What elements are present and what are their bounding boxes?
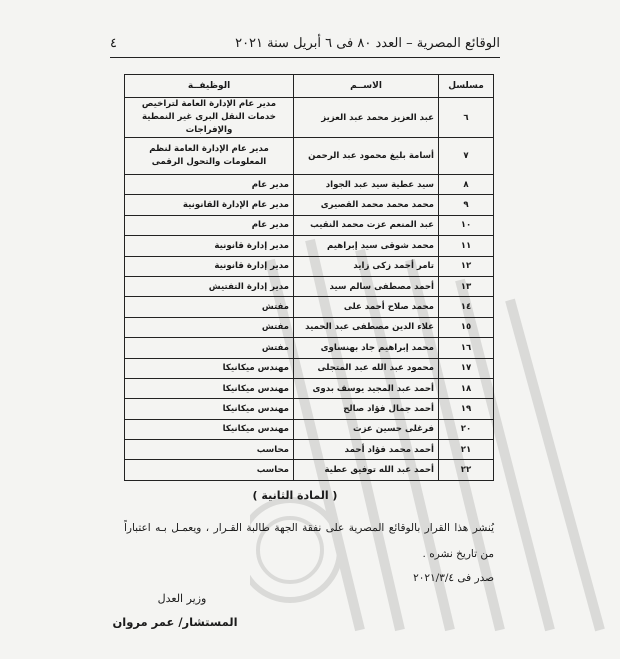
table-row [125, 460, 494, 480]
table-row [125, 138, 494, 175]
cell-job: مدير عام الإدارة القانونية [125, 195, 294, 215]
cell-job: مهندس ميكانيكا [125, 358, 294, 378]
cell-job: مدير إدارة قانونية [125, 236, 294, 256]
cell-serial: ١٤ [439, 297, 494, 317]
issued-date: صدر فى ٢٠٢١/٣/٤ [413, 572, 494, 584]
cell-job: مهندس ميكانيكا [125, 419, 294, 439]
cell-serial: ١٦ [439, 338, 494, 358]
cell-name: أحمد عبد المجيد يوسف بدوى [294, 378, 439, 398]
cell-serial: ١٩ [439, 399, 494, 419]
cell-job: مدير عام [125, 215, 294, 235]
cell-serial: ٩ [439, 195, 494, 215]
cell-serial: ١٣ [439, 276, 494, 296]
table-row [125, 440, 494, 460]
cell-name: محمد صلاح أحمد على [294, 297, 439, 317]
cell-name: أسامة بليغ محمود عبد الرحمن [294, 138, 439, 175]
cell-name: عبد العزيز محمد عبد العزيز [294, 98, 439, 138]
table-row [125, 399, 494, 419]
article-text: يُنشر هذا القرار بالوقائع المصرية على نفقة الجهة طالبة القـرار ، ويعمـل بـه اعتباراً من تاريخ نشره . [124, 522, 494, 560]
header-serial: مسلسل [439, 75, 494, 98]
cell-name: أحمد عبد الله توفيق عطية [294, 460, 439, 480]
cell-job: مدير عام الإدارة العامة لتراخيص خدمات النقل البرى غير النمطية والإفراجات [141, 99, 277, 135]
table-row [125, 276, 494, 296]
cell-job: محاسب [125, 460, 294, 480]
cell-name: أحمد محمد فؤاد أحمد [294, 440, 439, 460]
table-header-row [125, 75, 494, 98]
cell-serial: ١٢ [439, 256, 494, 276]
minister-signature: المستشار/ عمر مروان [112, 615, 238, 629]
cell-name: سيد عطية سيد عبد الجواد [294, 175, 439, 195]
minister-title: وزير العدل [157, 592, 207, 605]
page-number: ٤ [110, 35, 117, 51]
cell-serial: ٢٠ [439, 419, 494, 439]
page-header [110, 32, 500, 54]
table-row [125, 338, 494, 358]
cell-name: محمد إبراهيم جاد بهنساوى [294, 338, 439, 358]
cell-serial: ١٠ [439, 215, 494, 235]
header-title: الوقائع المصرية – العدد ٨٠ فى ٦ أبريل سنة ٢٠٢١ [235, 35, 500, 51]
table-row [125, 378, 494, 398]
table-row [125, 419, 494, 439]
cell-job: مهندس ميكانيكا [125, 399, 294, 419]
cell-job: مفتش [125, 317, 294, 337]
cell-serial: ٢٢ [439, 460, 494, 480]
cell-serial: ١١ [439, 236, 494, 256]
cell-name: تامر أحمد زكى زايد [294, 256, 439, 276]
cell-serial: ٢١ [439, 440, 494, 460]
table-row [125, 317, 494, 337]
cell-serial: ٦ [439, 98, 494, 138]
header-divider [110, 57, 500, 58]
cell-name: محمد شوقى سيد إبراهيم [294, 236, 439, 256]
cell-job: مهندس ميكانيكا [125, 378, 294, 398]
cell-name: محمد محمد محمد القصيرى [294, 195, 439, 215]
table-row [125, 215, 494, 235]
cell-job: مفتش [125, 338, 294, 358]
cell-name: علاء الدين مصطفى عبد الحميد [294, 317, 439, 337]
table-row [125, 98, 494, 138]
cell-name: أحمد مصطفى سالم سيد [294, 276, 439, 296]
cell-job: مدير إدارة قانونية [125, 256, 294, 276]
cell-serial: ١٥ [439, 317, 494, 337]
cell-job: مدير إدارة التفتيش [125, 276, 294, 296]
cell-job: محاسب [125, 440, 294, 460]
cell-serial: ٨ [439, 175, 494, 195]
cell-name: أحمد جمال فؤاد صالح [294, 399, 439, 419]
cell-serial: ٧ [439, 138, 494, 175]
cell-name: عبد المنعم عزت محمد النقيب [294, 215, 439, 235]
cell-name: فرغلى حسين عزت [294, 419, 439, 439]
table-row [125, 256, 494, 276]
table-row [125, 236, 494, 256]
table-row [125, 195, 494, 215]
table-row [125, 358, 494, 378]
cell-job: مفتش [125, 297, 294, 317]
cell-job: مدير عام [125, 175, 294, 195]
cell-job: مدير عام الإدارة العامة لنظم المعلومات والتحول الرقمى [149, 144, 269, 167]
table-row [125, 175, 494, 195]
table-row [125, 297, 494, 317]
employees-table [124, 74, 494, 481]
cell-serial: ١٧ [439, 358, 494, 378]
cell-name: محمود عبد الله عبد المتجلى [294, 358, 439, 378]
header-name: الاســم [294, 75, 439, 98]
article-title: ( المادة الثانية ) [252, 489, 338, 502]
header-job: الوظيفــة [125, 75, 294, 98]
cell-serial: ١٨ [439, 378, 494, 398]
